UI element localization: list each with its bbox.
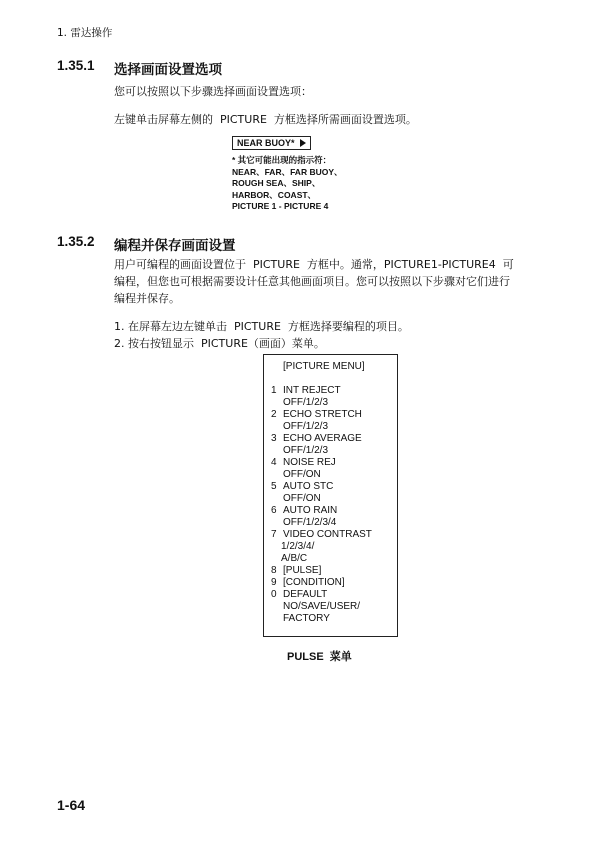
near-buoy-button bbox=[232, 136, 311, 150]
menu-item bbox=[271, 589, 397, 601]
menu-item bbox=[271, 529, 397, 541]
step-item bbox=[114, 318, 409, 335]
menu-item-label: VIDEO CONTRAST bbox=[283, 529, 372, 540]
menu-item-options: OFF/ON bbox=[283, 469, 321, 480]
section-number: 1.35.1 bbox=[57, 58, 95, 73]
menu-item-options: OFF/1/2/3 bbox=[283, 397, 329, 408]
section-intro: 您可以按照以下步骤选择画面设置选项： bbox=[114, 85, 312, 98]
step-number: 1. bbox=[114, 320, 125, 333]
menu-item-label: ECHO AVERAGE bbox=[283, 433, 362, 444]
section-title: 选择画面设置选项 bbox=[114, 62, 222, 78]
menu-item-number: 6 bbox=[271, 505, 277, 516]
menu-item-label: AUTO STC bbox=[283, 481, 334, 492]
note-line: * 其它可能出现的指示符： bbox=[232, 155, 332, 165]
menu-item bbox=[271, 457, 397, 469]
play-arrow-icon bbox=[300, 139, 306, 147]
note-line: PICTURE 1 - PICTURE 4 bbox=[232, 201, 329, 211]
menu-item bbox=[271, 481, 397, 493]
menu-item-options: OFF/ON bbox=[283, 493, 321, 504]
menu-item-options: 1/2/3/4/ bbox=[281, 541, 315, 552]
paragraph-line: 编程，但您也可根据需要设计任意其他画面项目。您可以按照以下步骤对它们进行 bbox=[114, 275, 510, 288]
note-line: ROUGH SEA、SHIP、 bbox=[232, 178, 321, 188]
menu-item-options: OFF/1/2/3 bbox=[283, 421, 329, 432]
menu-item-number: 7 bbox=[271, 529, 277, 540]
menu-item bbox=[271, 505, 397, 517]
menu-item bbox=[271, 385, 397, 397]
page-number: 1-64 bbox=[57, 797, 86, 813]
paragraph-line: 用户可编程的画面设置位于 PICTURE 方框中。通常，PICTURE1-PICTURE4 可 bbox=[114, 258, 514, 271]
menu-item-label: AUTO RAIN bbox=[283, 505, 338, 516]
section-paragraph bbox=[114, 256, 536, 307]
menu-item-label: INT REJECT bbox=[283, 385, 341, 396]
menu-item-number: 1 bbox=[271, 385, 277, 396]
menu-item-number: 8 bbox=[271, 565, 277, 576]
button-label: NEAR BUOY* bbox=[237, 138, 295, 148]
menu-item bbox=[271, 409, 397, 421]
note-line: HARBOR、COAST、 bbox=[232, 189, 317, 200]
menu-item-number: 9 bbox=[271, 577, 277, 588]
menu-item-options: OFF/1/2/3 bbox=[283, 445, 329, 456]
instruction-text: 左键单击屏幕左侧的 PICTURE 方框选择所需画面设置选项。 bbox=[114, 113, 417, 126]
menu-item-number: 4 bbox=[271, 457, 277, 468]
step-item bbox=[114, 335, 409, 352]
paragraph-line: 编程并保存。 bbox=[114, 292, 180, 305]
menu-item bbox=[271, 565, 397, 577]
menu-caption: PULSE 菜单 bbox=[287, 651, 352, 663]
note-line: NEAR、FAR、FAR BUOY、 bbox=[232, 166, 343, 177]
menu-title: [PICTURE MENU] bbox=[283, 361, 365, 372]
menu-item-number: 3 bbox=[271, 433, 277, 444]
menu-item-label: ECHO STRETCH bbox=[283, 409, 362, 420]
step-list bbox=[114, 318, 409, 352]
menu-item-label: NOISE REJ bbox=[283, 457, 336, 468]
step-text: 按右按钮显示 PICTURE（画面）菜单。 bbox=[128, 337, 325, 350]
section-title: 编程并保存画面设置 bbox=[114, 238, 236, 254]
menu-item bbox=[271, 433, 397, 445]
section-number: 1.35.2 bbox=[57, 234, 95, 249]
menu-item-number: 2 bbox=[271, 409, 277, 420]
step-number: 2. bbox=[114, 337, 125, 350]
menu-item-number: 0 bbox=[271, 589, 277, 600]
menu-item-options: OFF/1/2/3/4 bbox=[283, 517, 337, 528]
menu-item-label: [PULSE] bbox=[283, 565, 322, 576]
menu-item-label: DEFAULT bbox=[283, 589, 328, 600]
picture-menu-box bbox=[263, 354, 398, 637]
menu-item-label: [CONDITION] bbox=[283, 577, 345, 588]
menu-item-number: 5 bbox=[271, 481, 277, 492]
menu-item-options: NO/SAVE/USER/ bbox=[283, 601, 361, 612]
step-text: 在屏幕左边左键单击 PICTURE 方框选择要编程的项目。 bbox=[128, 320, 409, 333]
running-header: 1. 雷达操作 bbox=[57, 27, 113, 39]
indicator-note bbox=[232, 155, 343, 213]
menu-item-options: A/B/C bbox=[281, 553, 308, 564]
menu-item-options: FACTORY bbox=[283, 613, 330, 624]
menu-item bbox=[271, 577, 397, 589]
